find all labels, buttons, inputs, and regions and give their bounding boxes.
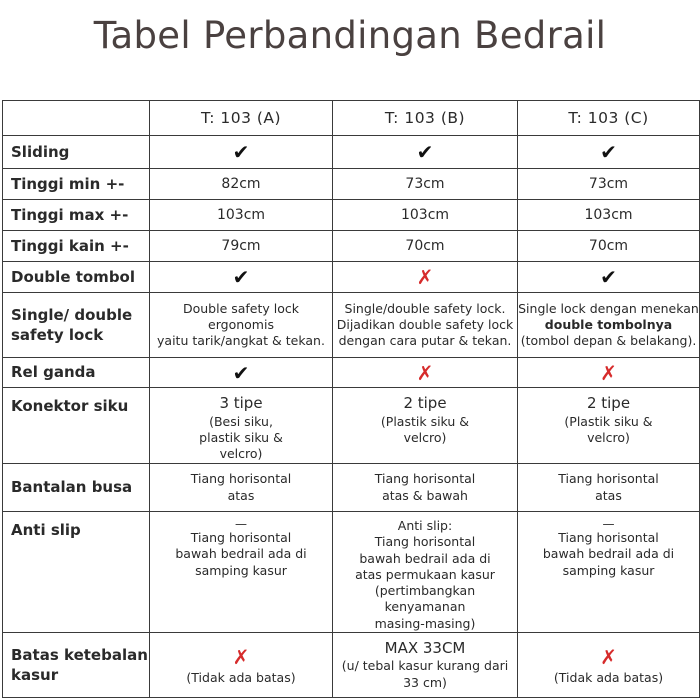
row-tinggi-max — [3, 200, 700, 231]
safety-lock-b-line3: dengan cara putar & tekan. — [338, 333, 512, 349]
cell-rel-ganda-b — [333, 358, 518, 388]
header-c: T: 103 (C) — [518, 101, 700, 136]
konektor-siku-b-main: 2 tipe — [403, 394, 447, 412]
cell-batas-ketebalan-a — [150, 632, 333, 697]
cross-icon: ✗ — [600, 644, 617, 669]
anti-slip-b-line3: bawah bedrail ada di — [359, 550, 491, 566]
batas-ketebalan-b-line2: 33 cm) — [403, 674, 447, 690]
anti-slip-b-line6: masing-masing) — [374, 615, 476, 631]
konektor-siku-c-main: 2 tipe — [586, 394, 631, 412]
bantalan-busa-b-line1: Tiang horisontal — [374, 471, 476, 487]
cell-sliding-b — [333, 136, 518, 169]
cross-icon: ✗ — [416, 360, 434, 385]
anti-slip-a-line3: samping kasur — [195, 562, 287, 578]
cell-bantalan-busa-a — [150, 464, 333, 512]
konektor-siku-c-line1: (Plastik siku & — [564, 413, 653, 429]
row-tinggi-kain — [3, 231, 700, 262]
konektor-siku-b-line2: velcro) — [403, 429, 447, 445]
cell-konektor-siku-c — [518, 388, 700, 464]
cell-tinggi-kain-c: 70cm — [518, 231, 700, 262]
check-icon: ✔ — [600, 265, 617, 289]
cell-tinggi-min-a: 82cm — [150, 169, 333, 200]
cell-rel-ganda-a — [150, 358, 333, 388]
header-row — [3, 101, 700, 136]
konektor-siku-a-line2: plastik siku & — [199, 429, 283, 445]
cell-double-tombol-b — [333, 262, 518, 293]
anti-slip-a-dash: — — [235, 517, 247, 531]
page-title: Tabel Perbandingan Bedrail — [93, 14, 607, 57]
row-label-tinggi-max: Tinggi max +- — [3, 200, 150, 231]
konektor-siku-a-line3: velcro) — [219, 446, 263, 461]
anti-slip-c-line3: samping kasur — [562, 562, 655, 578]
check-icon: ✔ — [600, 140, 617, 164]
row-label-safety-lock-line2: safety lock — [11, 326, 104, 344]
anti-slip-c-dash: — — [602, 517, 615, 531]
bantalan-busa-a-line2: atas — [227, 487, 255, 503]
anti-slip-c-line1: Tiang horisontal — [558, 530, 659, 545]
row-label-safety-lock — [3, 293, 150, 358]
cell-tinggi-kain-a: 79cm — [150, 231, 333, 262]
row-sliding — [3, 136, 700, 169]
cell-tinggi-min-c: 73cm — [518, 169, 700, 200]
cell-konektor-siku-b — [333, 388, 518, 464]
row-label-bantalan-busa: Bantalan busa — [3, 464, 150, 512]
cross-icon: ✗ — [232, 644, 250, 669]
bantalan-busa-c-line1: Tiang horisontal — [558, 471, 659, 487]
cell-safety-lock-b — [333, 293, 518, 358]
konektor-siku-b-line1: (Plastik siku & — [380, 413, 470, 429]
cell-konektor-siku-a — [150, 388, 333, 464]
cell-tinggi-max-a: 103cm — [150, 200, 333, 231]
cell-tinggi-max-c: 103cm — [518, 200, 700, 231]
safety-lock-c-line2: double tombolnya — [544, 316, 673, 332]
row-label-batas-ketebalan — [3, 632, 150, 697]
safety-lock-c-line3: (tombol depan & belakang). — [520, 333, 697, 349]
cell-tinggi-min-b: 73cm — [333, 169, 518, 200]
row-label-tinggi-kain: Tinggi kain +- — [3, 231, 150, 262]
cell-sliding-a — [150, 136, 333, 169]
check-icon: ✔ — [232, 140, 250, 164]
anti-slip-b-line5: (pertimbangkan kenyamanan — [374, 583, 476, 615]
row-label-konektor-siku: Konektor siku — [3, 388, 150, 464]
cell-batas-ketebalan-b — [333, 632, 518, 697]
cell-tinggi-max-b: 103cm — [333, 200, 518, 231]
bantalan-busa-c-line2: atas — [595, 487, 622, 503]
cell-double-tombol-c — [518, 262, 700, 293]
check-icon: ✔ — [416, 140, 434, 164]
row-rel-ganda — [3, 358, 700, 388]
safety-lock-a-line1: Double safety lock ergonomis — [182, 300, 300, 332]
safety-lock-b-line1: Single/double safety lock. — [344, 300, 506, 316]
batas-ketebalan-b-main: MAX 33CM — [384, 638, 466, 657]
row-bantalan-busa — [3, 464, 700, 512]
cell-safety-lock-a — [150, 293, 333, 358]
batas-ketebalan-a-note: (Tidak ada batas) — [186, 669, 296, 685]
header-b: T: 103 (B) — [333, 101, 518, 136]
konektor-siku-a-main: 3 tipe — [219, 394, 263, 412]
row-label-tinggi-min: Tinggi min +- — [3, 169, 150, 200]
cross-icon: ✗ — [600, 360, 617, 385]
anti-slip-b-line1: Anti slip: — [397, 518, 453, 533]
cell-anti-slip-b — [333, 512, 518, 633]
anti-slip-b-line4: atas permukaan kasur — [355, 566, 495, 582]
row-label-sliding: Sliding — [3, 136, 150, 169]
cell-bantalan-busa-c — [518, 464, 700, 512]
cell-bantalan-busa-b — [333, 464, 518, 512]
batas-ketebalan-c-note: (Tidak ada batas) — [553, 669, 664, 685]
row-batas-ketebalan — [3, 632, 700, 697]
anti-slip-a-line1: Tiang horisontal — [190, 530, 292, 545]
row-label-rel-ganda: Rel ganda — [3, 358, 150, 388]
row-label-double-tombol: Double tombol — [3, 262, 150, 293]
check-icon: ✔ — [232, 360, 250, 385]
row-tinggi-min — [3, 169, 700, 200]
cell-double-tombol-a — [150, 262, 333, 293]
header-empty-cell — [3, 101, 150, 136]
anti-slip-a-line2: bawah bedrail ada di — [175, 546, 307, 562]
row-anti-slip — [3, 512, 700, 633]
row-label-batas-ketebalan-line2: kasur — [11, 665, 59, 684]
konektor-siku-c-line2: velcro) — [587, 429, 630, 445]
cell-sliding-c — [518, 136, 700, 169]
header-a: T: 103 (A) — [150, 101, 333, 136]
safety-lock-b-line2: Dijadikan double safety lock — [336, 316, 514, 332]
cell-safety-lock-c — [518, 293, 700, 358]
anti-slip-c-line2: bawah bedrail ada di — [542, 546, 675, 562]
cross-icon: ✗ — [416, 265, 434, 289]
check-icon: ✔ — [232, 265, 250, 289]
cell-rel-ganda-c — [518, 358, 700, 388]
row-safety-lock — [3, 293, 700, 358]
konektor-siku-a-line1: (Besi siku, — [209, 413, 273, 429]
cell-anti-slip-a — [150, 512, 333, 633]
row-label-safety-lock-line1: Single/ double — [11, 305, 133, 324]
row-double-tombol — [3, 262, 700, 293]
bantalan-busa-a-line1: Tiang horisontal — [190, 471, 292, 487]
cell-tinggi-kain-b: 70cm — [333, 231, 518, 262]
batas-ketebalan-b-line1: (u/ tebal kasur kurang dari — [341, 658, 509, 674]
anti-slip-b-line2: Tiang horisontal — [374, 534, 476, 550]
cell-batas-ketebalan-c — [518, 632, 700, 697]
row-konektor-siku — [3, 388, 700, 464]
safety-lock-a-line2: yaitu tarik/angkat & tekan. — [157, 333, 325, 349]
row-label-batas-ketebalan-line1: Batas ketebalan — [11, 645, 148, 664]
cell-anti-slip-c — [518, 512, 700, 633]
safety-lock-c-line1: Single lock dengan menekan — [518, 300, 699, 316]
comparison-table — [2, 100, 700, 698]
bantalan-busa-b-line2: atas & bawah — [382, 487, 468, 503]
row-label-anti-slip: Anti slip — [3, 512, 150, 633]
